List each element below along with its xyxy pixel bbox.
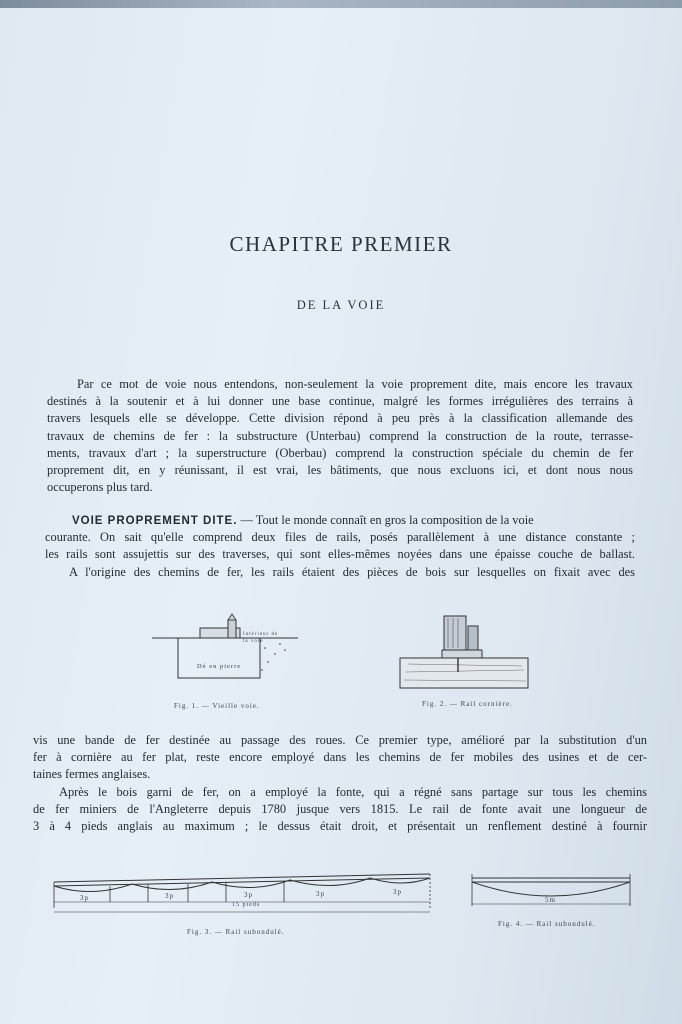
figure-4-drawing — [470, 870, 634, 912]
paragraph-1 — [47, 376, 633, 496]
figure-1-drawing — [150, 606, 300, 692]
text-line: vis une bande de fer destinée au passage des roues. Ce premier type, amélioré par la substitution d'un — [33, 733, 647, 747]
text-line-rest: — Tout le monde connaît en gros la composition de la voie — [237, 513, 534, 527]
figure-3-dim: 3p — [393, 888, 402, 896]
text-line: proprement dit, en y réunissant, il est vrai, les bâtiments, que nous excluons ici, et dont nous nous — [47, 462, 633, 477]
figure-2-drawing — [398, 606, 532, 692]
text-line: de fer miniers de l'Angleterre depuis 1780 jusque vers 1815. Le rail de fonte avait une longueur de — [33, 801, 647, 816]
text-line: occuperons plus tard. — [47, 480, 153, 495]
text-line: A l'origine des chemins de fer, les rails étaient des pièces de bois sur lesquelles on fixait avec des — [69, 564, 635, 579]
section-title: DE LA VOIE — [296, 298, 386, 312]
figure-3-drawing — [52, 864, 434, 920]
paragraph-3 — [33, 732, 647, 835]
figure-3-caption: Fig. 3. — Rail subondulé. — [187, 928, 285, 936]
book-page — [0, 8, 682, 1024]
text-line: Par ce mot de voie nous entendons, non-seulement la voie proprement dite, mais encore les travaux — [77, 377, 633, 391]
figure-4-dim: 5m — [545, 896, 556, 904]
section-lead: VOIE PROPREMENT DITE. — [72, 515, 238, 527]
figure-3-dim: 3p — [165, 892, 174, 900]
figure-2-caption: Fig. 2. — Rail cornière. — [422, 700, 513, 708]
figure-1-caption: Fig. 1. — Vieille voie. — [174, 702, 260, 710]
figure-1-label-interior: Intérieur de la voie — [243, 632, 279, 644]
text-line: courante. On sait qu'elle comprend deux files de rails, posés parallèlement à une distance constante ; — [45, 530, 635, 545]
figure-3-total: 15 pieds — [232, 902, 261, 908]
text-line: taines fermes anglaises. — [33, 767, 151, 782]
text-line: 3 à 4 pieds anglais au maximum ; le dessus était droit, et présentait un renflement destiné à fournir — [33, 818, 647, 833]
figure-3-dim: 3p — [244, 891, 253, 899]
text-line — [45, 512, 635, 529]
text-line: travaux de chemins de fer : la substructure (Unterbau) comprend la construction de la route, terrasse- — [47, 428, 633, 443]
text-line: Après le bois garni de fer, on a employé la fonte, qui a régné sans partage sur tous les chemins — [59, 784, 647, 799]
text-line: destinés à la soutenir et à lui donner une base continue, malgré les formes irrégulières des terrains à — [47, 394, 633, 409]
figure-4-caption: Fig. 4. — Rail subondulé. — [498, 920, 596, 928]
text-line: travers lesquels elle se développe. Cette division répond à peu près à la classification allemande des — [47, 411, 633, 426]
figure-3-dim: 3p — [80, 894, 89, 902]
paragraph-2 — [45, 512, 635, 581]
figure-1-label-block: Dé en pierre — [197, 663, 242, 670]
text-line: fer à cornière au fer plat, reste encore employé dans les chemins de fer mobiles des usines et de cer- — [33, 750, 647, 765]
chapter-title: CHAPITRE PREMIER — [229, 232, 453, 256]
text-line: ments, travaux d'art ; la superstructure (Oberbau) comprend la construction spéciale du chemin de fer — [47, 445, 633, 460]
page-top-edge — [0, 0, 682, 8]
figure-3-dim: 3p — [316, 890, 325, 898]
text-line: les rails sont assujettis sur des traverses, qui sont elles-mêmes noyées dans une épaisse couche de ballast. — [45, 547, 635, 562]
